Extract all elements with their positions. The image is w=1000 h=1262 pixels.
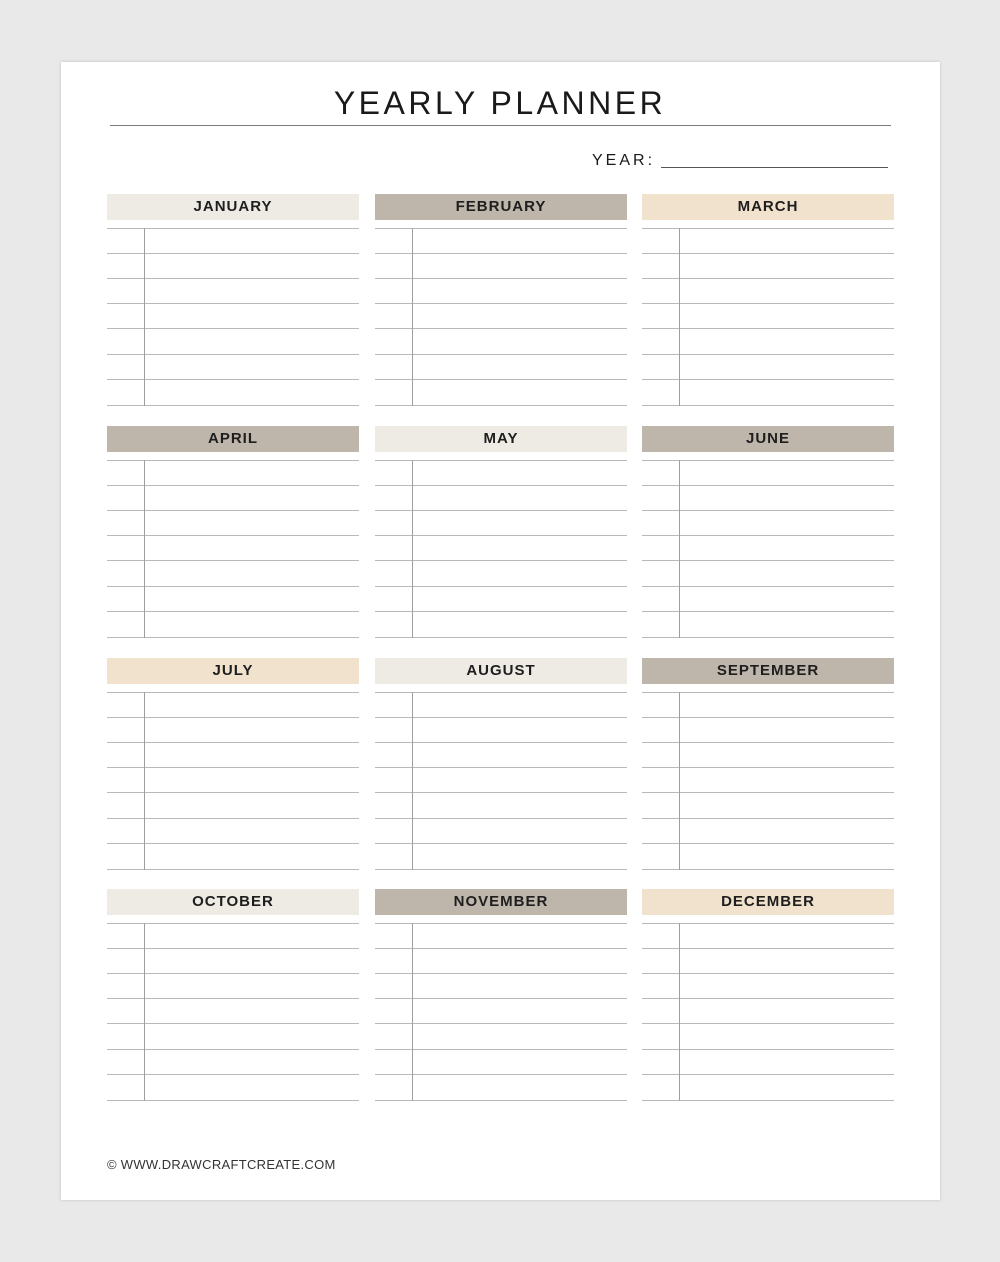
- date-column-divider: [144, 692, 145, 870]
- month-block-may: [375, 426, 627, 638]
- date-column-divider: [144, 923, 145, 1101]
- date-column-divider: [412, 692, 413, 870]
- month-block-december: [642, 889, 894, 1101]
- date-column-divider: [412, 228, 413, 406]
- month-block-april: [107, 426, 359, 638]
- date-column-divider: [144, 228, 145, 406]
- month-header: MARCH: [642, 194, 894, 220]
- year-input-line[interactable]: [661, 167, 888, 168]
- date-column-divider: [144, 460, 145, 638]
- month-block-march: [642, 194, 894, 406]
- date-column-divider: [412, 460, 413, 638]
- month-block-february: [375, 194, 627, 406]
- copyright-footer: © WWW.DRAWCRAFTCREATE.COM: [107, 1157, 336, 1172]
- month-header: JULY: [107, 658, 359, 684]
- month-header: APRIL: [107, 426, 359, 452]
- title-underline: [110, 125, 891, 126]
- date-column-divider: [412, 923, 413, 1101]
- month-header: AUGUST: [375, 658, 627, 684]
- month-block-november: [375, 889, 627, 1101]
- month-header: DECEMBER: [642, 889, 894, 915]
- month-block-october: [107, 889, 359, 1101]
- month-block-june: [642, 426, 894, 638]
- month-block-january: [107, 194, 359, 406]
- month-header: OCTOBER: [107, 889, 359, 915]
- year-label: YEAR:: [592, 152, 656, 169]
- month-header: MAY: [375, 426, 627, 452]
- date-column-divider: [679, 228, 680, 406]
- month-block-august: [375, 658, 627, 870]
- month-header: NOVEMBER: [375, 889, 627, 915]
- month-header: JANUARY: [107, 194, 359, 220]
- date-column-divider: [679, 460, 680, 638]
- date-column-divider: [679, 692, 680, 870]
- month-header: FEBRUARY: [375, 194, 627, 220]
- date-column-divider: [679, 923, 680, 1101]
- month-block-july: [107, 658, 359, 870]
- month-header: JUNE: [642, 426, 894, 452]
- month-block-september: [642, 658, 894, 870]
- page-title: YEARLY PLANNER: [333, 85, 667, 121]
- month-header: SEPTEMBER: [642, 658, 894, 684]
